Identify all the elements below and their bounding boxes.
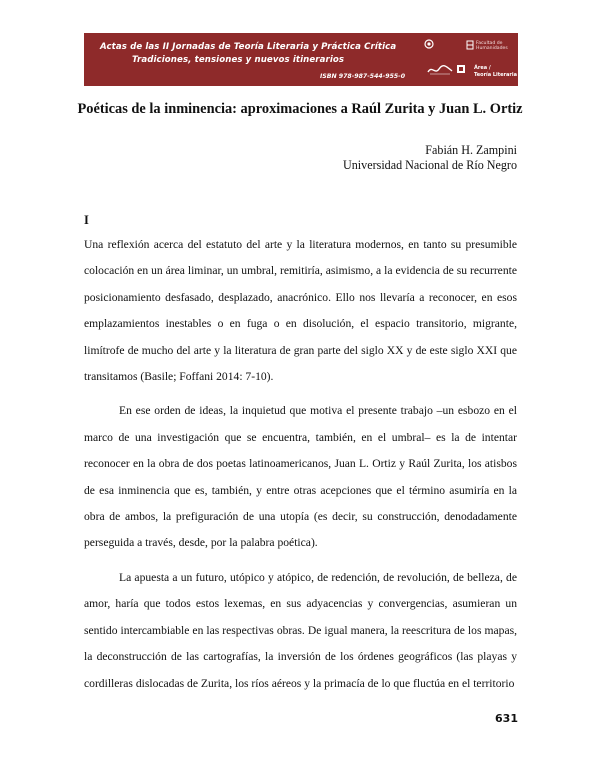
faculty-logo-icon — [466, 40, 474, 50]
header-banner — [84, 33, 518, 86]
paragraph: La apuesta a un futuro, utópico y atópico, de redención, de revolución, de belleza, de amor, haría que todos estos lexemas, en sus adyacencias y convergencias, asumieran un sentido intercambiable en las respectivas obras. De igual manera, la reescritura de los mapas, la deconstrucción de las cartografías, la inversión de los órdenes geográficos (las playas y cordilleras dislocadas de Zurita, los ríos aéreos y la primacía de lo que fluctúa en el territorio — [84, 570, 517, 690]
paragraph: Una reflexión acerca del estatuto del arte y la literatura modernos, en tanto su presumible colocación en un área liminar, un umbral, remitiría, asimismo, a la evidencia de su recurrente posicionamiento desfasado, desplazado, anacrónico. Ello nos llevaría a reconocer, en esos emplazamientos inestables o en fuga o en disolución, el espacio transitorio, migrante, limítrofe de mucho del arte y la literatura de gran parte del siglo XX y de este siglo XXI que transitamos (Basile; Foffani 2014: 7-10). — [84, 238, 517, 384]
letras-logo-icon — [456, 64, 466, 74]
banner-isbn: ISBN 978-987-544-955-0 — [320, 73, 406, 80]
author-name: Fabián H. Zampini — [425, 143, 517, 157]
institution-logos — [422, 36, 516, 84]
page-number: 631 — [495, 712, 518, 725]
university-seal-icon — [424, 39, 434, 49]
faculty-logo-label: Facultad de Humanidades — [476, 41, 508, 51]
banner-subtitle-line: Tradiciones, tensiones y nuevos itinerarios — [132, 55, 345, 65]
body-text — [84, 232, 517, 697]
area-sublabel: Teoría Literaria — [474, 72, 517, 78]
section-heading: I — [84, 213, 89, 227]
area-label: Área / — [474, 65, 491, 71]
banner-title-line: Actas de las II Jornadas de Teoría Literaria y Práctica Crítica — [100, 42, 397, 52]
signature-logo-icon — [426, 64, 454, 76]
paragraph: En ese orden de ideas, la inquietud que motiva el presente trabajo –un esbozo en el marco de una investigación que se encuentra, también, en el umbral– es la de intentar reconocer en la obra de dos poetas latinoamericanos, Juan L. Ortiz y Raúl Zurita, los atisbos de esa inminencia que es, también, y entre otras acepciones que el término asumiría en la obra de ambos, la prefiguración de una utopía (es decir, su construcción, denodadamente perseguida a través, desde, por la palabra poética). — [84, 404, 517, 550]
author-affiliation: Universidad Nacional de Río Negro — [343, 158, 517, 172]
paper-title: Poéticas de la inminencia: aproximaciones a Raúl Zurita y Juan L. Ortiz — [77, 101, 523, 117]
